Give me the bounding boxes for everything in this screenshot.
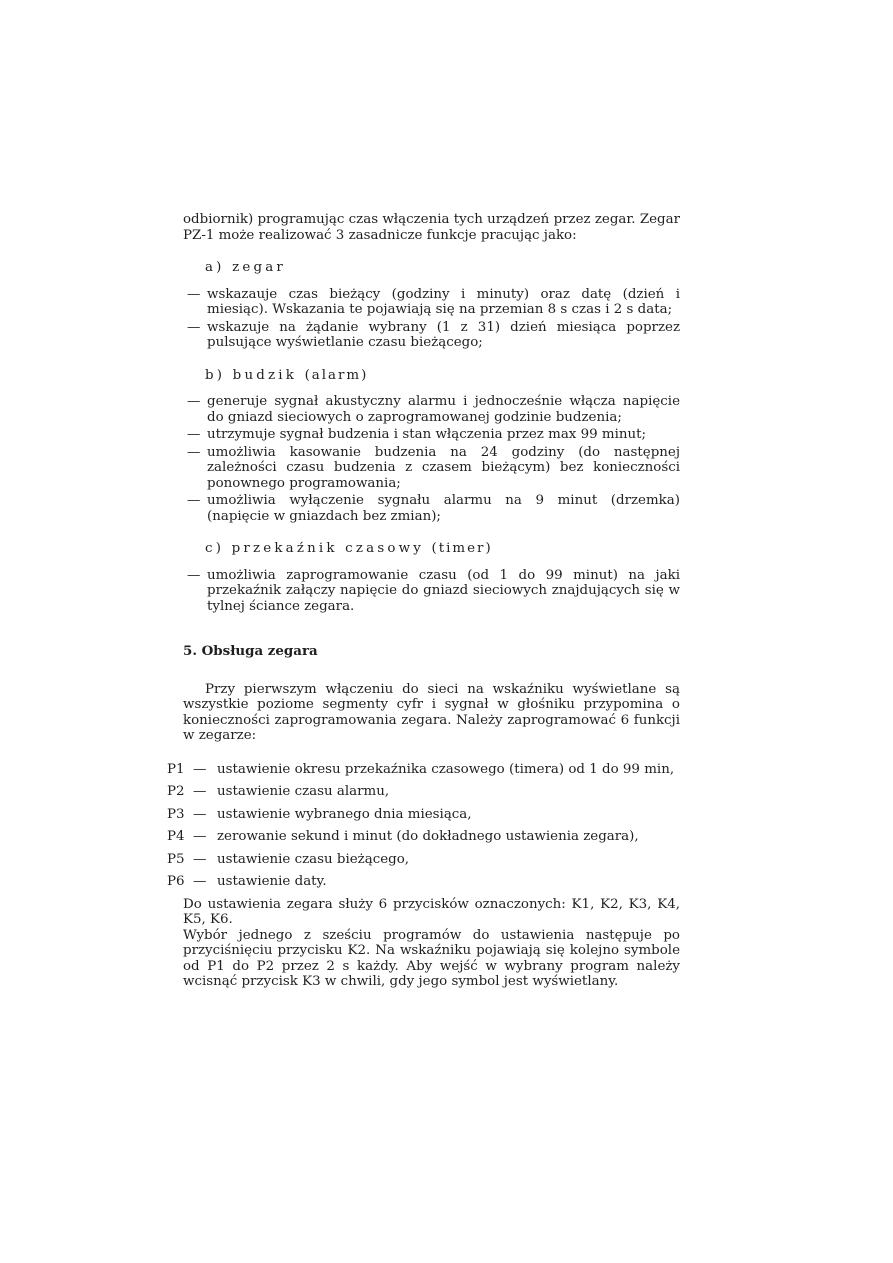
section-title-extra: (alarm): [304, 367, 369, 383]
list-item: [183, 427, 680, 443]
section-marker: b): [205, 367, 226, 383]
program-row: [167, 874, 680, 890]
list-item-text: wskazuje na żądanie wybrany (1 z 31) dzień miesiąca poprzez pulsujące wyświetlanie czasu bieżącego;: [207, 319, 680, 350]
program-row: [167, 829, 680, 845]
program-description: zerowanie sekund i minut (do dokładnego ustawienia zegara),: [217, 829, 639, 844]
list-item-text: umożliwia wyłączenie sygnału alarmu na 9 minut (drzemka) (napięcie w gniazdach bez zmian);: [207, 493, 680, 524]
program-code: P6: [167, 874, 185, 889]
program-code: P3: [167, 806, 185, 822]
section-heading: [205, 541, 680, 557]
dash-bullet: —: [193, 829, 207, 844]
program-row: [167, 807, 680, 823]
selection-paragraph: Wybór jednego z sześciu programów do ustawienia następuje po przyciśnięciu przycisku K2. Na wskaźniku pojawiają się kolejno symbole od P1 do P2 przez 2 s każdy. Aby wejść w wybrany program należy wcisnąć przycisk K3 w chwili, gdy jego symbol jest wyświetlany.: [183, 927, 680, 989]
list-item: [183, 445, 680, 492]
program-row: [167, 784, 680, 800]
program-description: ustawienie daty.: [217, 874, 327, 889]
list-item-text: utrzymuje sygnał budzenia i stan włączenia przez max 99 minut;: [207, 427, 647, 442]
dash-bullet: —: [193, 874, 207, 889]
dash-bullet: —: [187, 394, 201, 409]
dash-bullet: —: [193, 761, 207, 777]
section-5-title: 5. Obsługa zegara: [183, 643, 318, 659]
section-heading: [205, 260, 680, 276]
section-item-list: [183, 568, 680, 615]
dash-bullet: —: [187, 319, 201, 335]
dash-bullet: —: [187, 567, 201, 583]
list-item-text: wskazauje czas bieżący (godziny i minuty) oraz datę (dzień i miesiąc). Wskazania te pojawiają się na przemian 8 s czas i 2 s data;: [207, 286, 680, 317]
program-list: [167, 762, 680, 890]
list-item-text: generuje sygnał akustyczny alarmu i jednocześnie włącza napięcie do gniazd sieciowych o zaprogramowanej godzinie budzenia;: [207, 394, 680, 425]
list-item: [183, 394, 680, 425]
function-sections: [183, 260, 680, 614]
section-title-extra: (timer): [431, 541, 493, 556]
section-item-list: [183, 394, 680, 524]
section-5-paragraph: Przy pierwszym włączeniu do sieci na wskaźniku wyświetlane są wszystkie poziome segmenty cyfr i sygnał w głośniku przypomina o konieczności zaprogramowania zegara. Należy zaprogramować 6 funkcji w zegarze:: [183, 681, 680, 743]
dash-bullet: —: [193, 806, 207, 822]
section-heading: [205, 368, 680, 384]
program-code: P2: [167, 784, 185, 799]
section-marker: c): [205, 541, 225, 556]
list-item: [183, 568, 680, 615]
dash-bullet: —: [187, 444, 201, 460]
dash-bullet: —: [187, 427, 201, 442]
buttons-paragraph: Do ustawienia zegara służy 6 przycisków oznaczonych: K1, K2, K3, K4, K5, K6.: [183, 896, 680, 927]
section-title: budzik: [232, 367, 298, 383]
program-code: P1: [167, 761, 185, 777]
document-body: [167, 212, 680, 990]
program-code: P5: [167, 851, 185, 867]
dash-bullet: —: [193, 851, 207, 867]
intro-paragraph: odbiornik) programując czas włączenia tych urządzeń przez zegar. Zegar PZ-1 może realizować 3 zasadnicze funkcje pracując jako:: [183, 212, 680, 243]
program-code: P4: [167, 829, 185, 844]
list-item-text: umożliwia zaprogramowanie czasu (od 1 do 99 minut) na jaki przekaźnik załączy napięcie do gniazd sieciowych znajdujących się w tylnej ściance zegara.: [207, 567, 680, 614]
program-description: ustawienie czasu alarmu,: [217, 784, 390, 799]
dash-bullet: —: [193, 784, 207, 799]
dash-bullet: —: [187, 286, 201, 302]
dash-bullet: —: [187, 493, 201, 508]
program-description: ustawienie wybranego dnia miesiąca,: [217, 806, 472, 822]
list-item: [183, 287, 680, 318]
section-item-list: [183, 287, 680, 351]
program-description: ustawienie czasu bieżącego,: [217, 851, 410, 867]
program-row: [167, 852, 680, 868]
program-description: ustawienie okresu przekaźnika czasowego (timera) od 1 do 99 min,: [217, 761, 675, 777]
section-title: przekaźnik czasowy: [231, 541, 425, 556]
program-row: [167, 762, 680, 778]
section-title: zegar: [232, 260, 287, 275]
list-item: [183, 493, 680, 524]
section-marker: a): [205, 260, 225, 275]
list-item-text: umożliwia kasowanie budzenia na 24 godziny (do następnej zależności czasu budzenia z czasem bieżącym) bez konieczności ponownego programowania;: [207, 444, 680, 491]
list-item: [183, 320, 680, 351]
